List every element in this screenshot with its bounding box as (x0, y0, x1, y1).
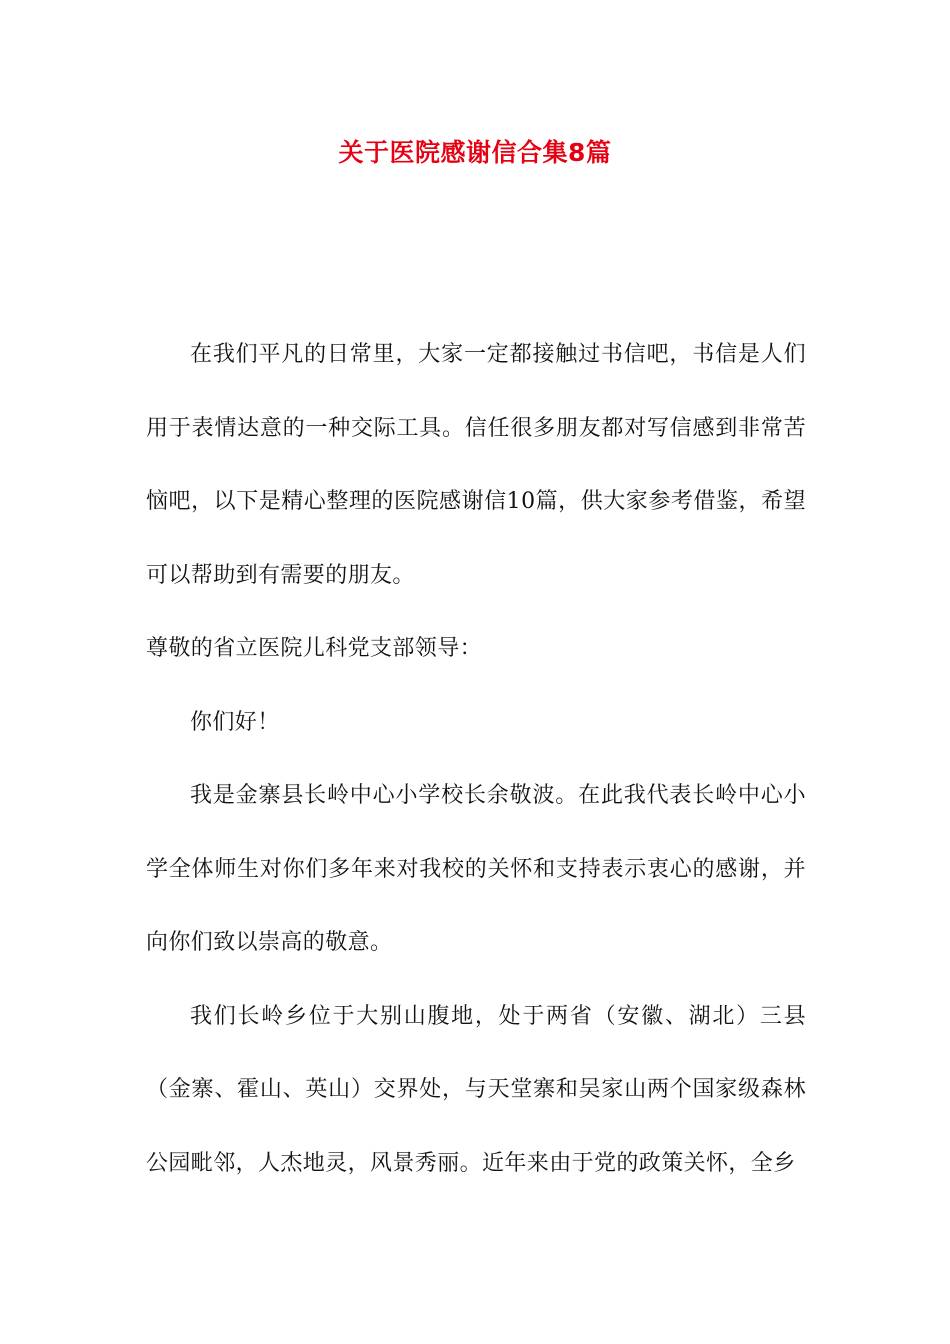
greeting: 你们好！ (190, 709, 280, 735)
document-body (146, 318, 806, 1200)
intro-paragraph: 在我们平凡的日常里，大家一定都接触过书信吧，书信是人们用于表情达意的一种交际工具。信任很多朋友都对写信感到非常苦恼吧，以下是精心整理的医院感谢信10篇，供大家参考借鉴，希望可以帮助到有需要的朋友。 (146, 342, 806, 588)
salutation: 尊敬的省立医院儿科党支部领导： (146, 636, 483, 661)
document-title: 关于医院感谢信合集8篇 (338, 138, 612, 167)
letter-paragraph: 我是金寨县长岭中心小学校长余敬波。在此我代表长岭中心小学全体师生对你们多年来对我校的关怀和支持表示衷心的感谢，并向你们致以崇高的敬意。 (146, 783, 806, 955)
letter-paragraph: 我们长岭乡位于大别山腹地，处于两省（安徽、湖北）三县（金寨、霍山、英山）交界处，与天堂寨和吴家山两个国家级森林公园毗邻，人杰地灵，风景秀丽。近年来由于党的政策关怀，全乡 (146, 1003, 806, 1176)
